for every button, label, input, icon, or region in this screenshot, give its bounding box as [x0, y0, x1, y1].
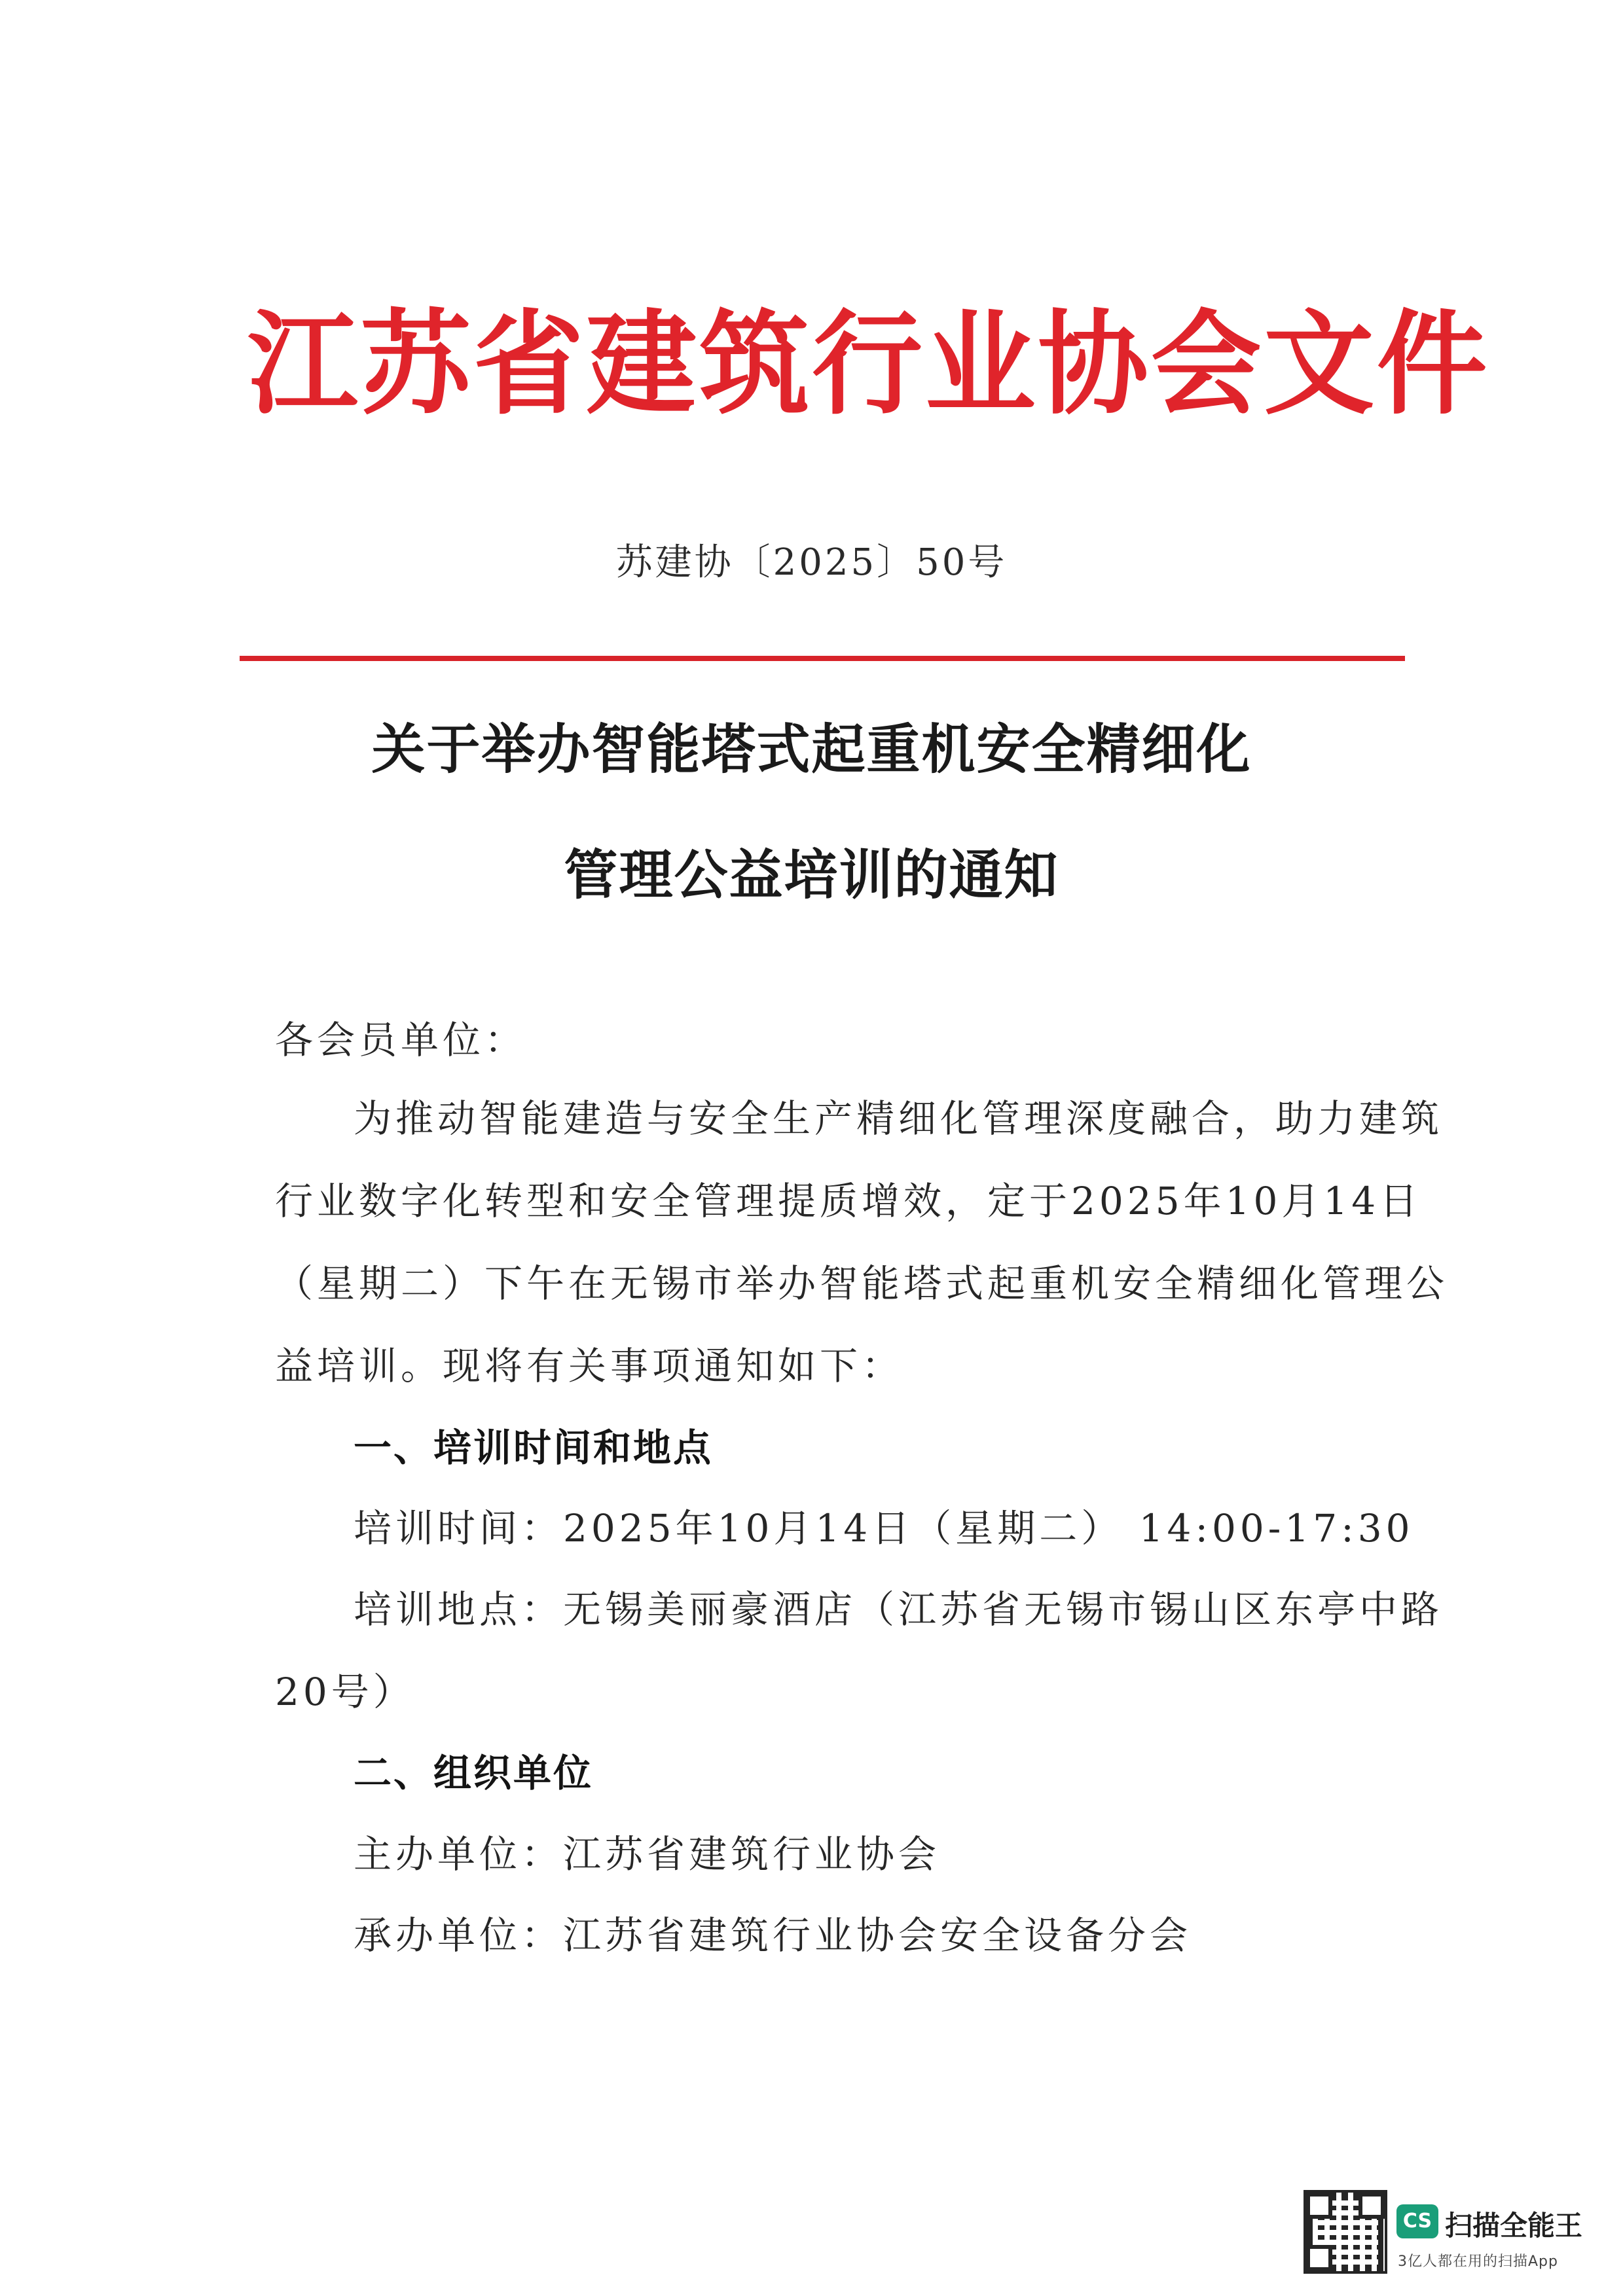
section-1-heading: 一、培训时间和地点 [354, 1426, 714, 1470]
training-time: 培训时间：2025年10月14日（星期二） 14:00-17:30 [354, 1506, 1414, 1551]
notice-title-line-1: 关于举办智能塔式起重机安全精细化 [371, 718, 1252, 781]
qr-code-icon [1306, 2193, 1385, 2271]
paragraph-line-4: 益培训。现将有关事项通知如下： [275, 1344, 904, 1388]
section-2-heading: 二、组织单位 [354, 1751, 594, 1795]
scanner-app-name: 扫描全能王 [1445, 2210, 1583, 2242]
scanner-watermark [1306, 2193, 1594, 2278]
org-header-title: 江苏省建筑行业协会文件 [247, 297, 1490, 430]
host-unit: 主办单位：江苏省建筑行业协会 [354, 1832, 941, 1876]
notice-title-line-2: 管理公益培训的通知 [564, 844, 1059, 906]
document-number: 苏建协〔2025〕50号 [615, 541, 1008, 584]
salutation: 各会员单位： [275, 1018, 527, 1062]
red-divider-rule [240, 656, 1405, 661]
scanner-app-slogan: 3亿人都在用的扫描App [1398, 2253, 1558, 2270]
paragraph-line-3: （星期二）下午在无锡市举办智能塔式起重机安全精细化管理公 [275, 1261, 1449, 1306]
training-location-line-1: 培训地点：无锡美丽豪酒店（江苏省无锡市锡山区东亭中路 [354, 1587, 1444, 1632]
paragraph-line-1: 为推动智能建造与安全生产精细化管理深度融合，助力建筑 [354, 1096, 1444, 1141]
training-location-line-2: 20号） [275, 1670, 415, 1714]
camscanner-logo-icon: CS [1396, 2204, 1438, 2238]
paragraph-line-2: 行业数字化转型和安全管理提质增效，定于2025年10月14日 [275, 1179, 1422, 1223]
organizer-unit: 承办单位：江苏省建筑行业协会安全设备分会 [354, 1913, 1192, 1958]
